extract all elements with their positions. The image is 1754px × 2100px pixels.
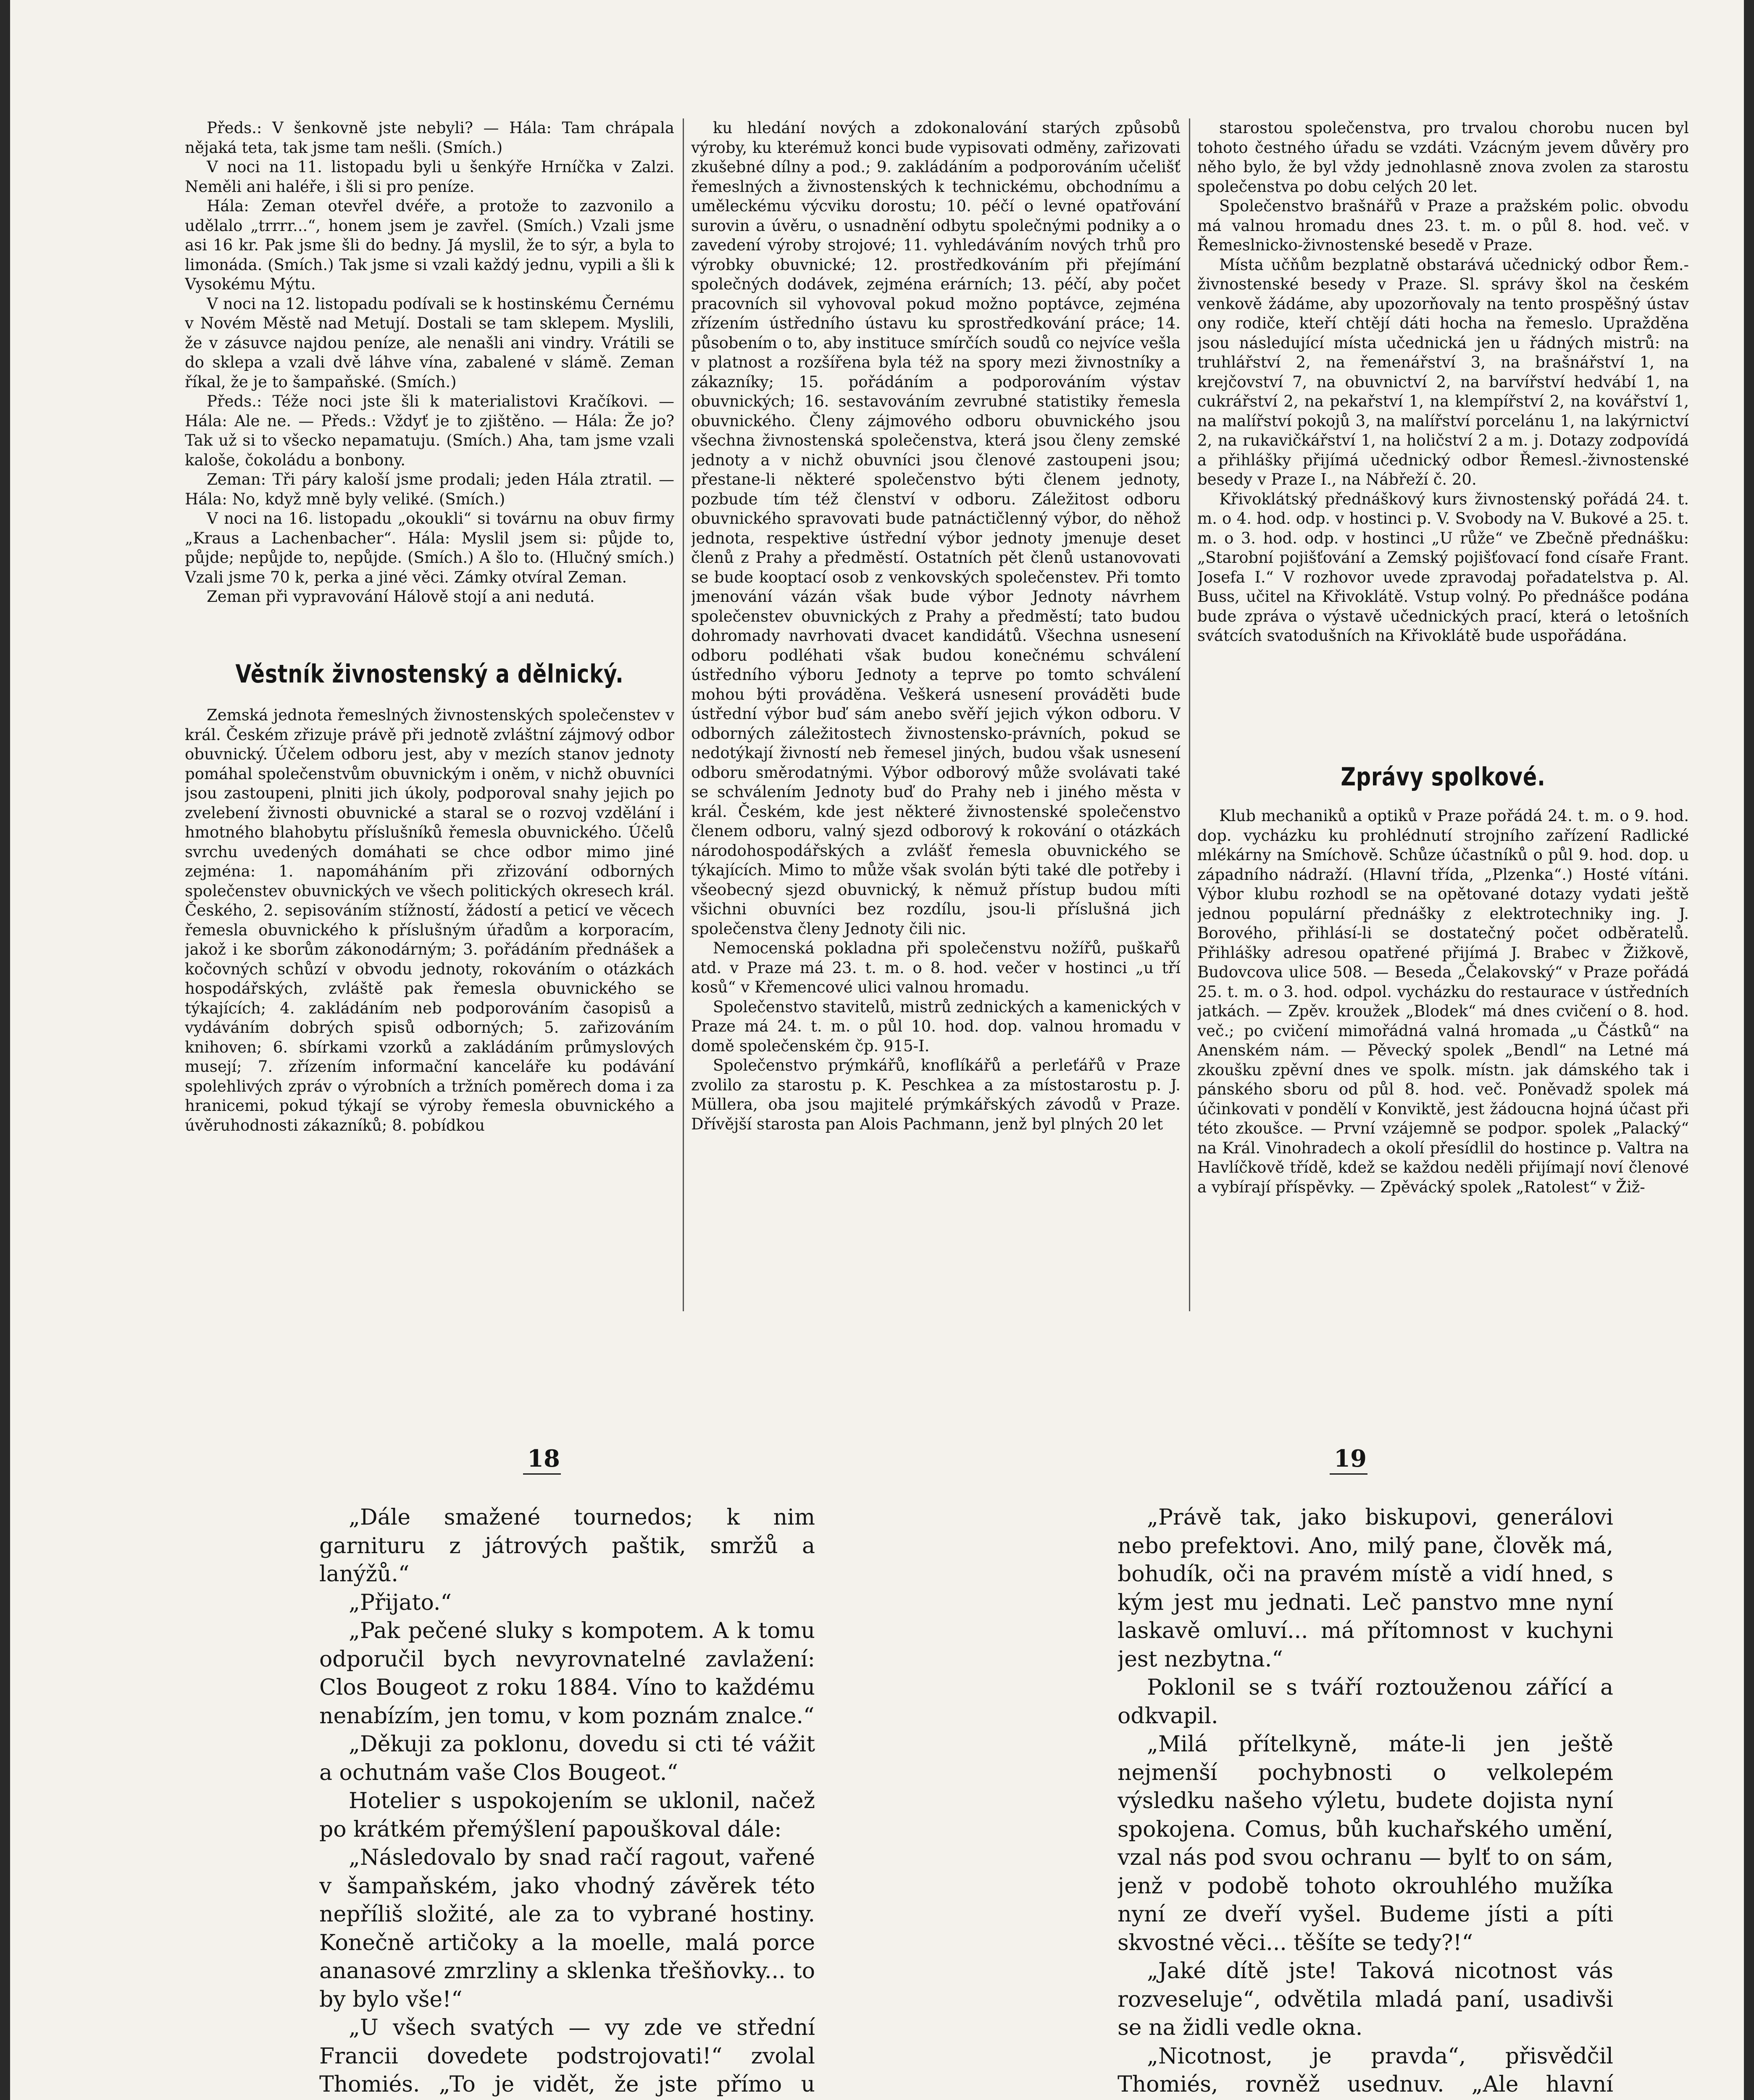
paragraph: Křivoklátský přednáškový kurs živnostenský pořádá 24. t. m. o 4. hod. odp. v hostinci p. V. Svobody na V. Bukové a 25. t. m. o 3. hod. odp. v hostinci „U růže“ ve Zbečně přednášku: „Starobní pojišťování a Zemský pojišťovací fond císaře Frant. Josefa I.“ V rozhovor uvede zpravodaj pořadatelstva p. Al. Buss, učitel na Křivoklátě. Vstup volný. Po přednášce podána bude zpráva o výstavě učednických prací, která o letošních svátcích svatodušních na Křivoklátě bude uspořádána. — [1197, 490, 1689, 645]
book-page-right — [1118, 1504, 1613, 2100]
paragraph: „Nicotnost, je pravda“, přisvědčil Thomiés, rovněž usednuv. „Ale hlavní — [1118, 2043, 1613, 2097]
paragraph: Společenstvo stavitelů, mistrů zednických a kamenických v Praze má 24. t. m. o půl 10. hod. dop. valnou hromadu v domě společenském čp. 915-I. — [691, 998, 1181, 1055]
paragraph: „Děkuji za poklonu, dovedu si cti té vážit a ochutnám vaše Clos Bougeot.“ — [319, 1732, 815, 1785]
paragraph: ku hledání nových a zdokonalování starých způsobů výroby, ku kterémuž konci bude vypisovati odměny, zařizovati zkušebné dílny a pod.; 9. zakládáním a podporováním učelišť řemeslných a živnostenských k technickému, obchodnímu a uměleckému výcviku dorostu; 10. péčí o levné opatřování surovin a úvěru, o usnadnění odbytu společnými podniky a o zavedení výroby strojové; 11. vyhledáváním nových trhů pro výrobky obuvnické; 12. prostředkováním při přejímání společných dodávek, zejména erárních; 13. péčí, aby počet pracovních sil vyhovoval pokud možno poptávce, zejména zřízením ústředního ústavu ku sprostředkování práce; 14. působením o to, aby instituce smírčích soudů co nejvíce vešla v platnost a rozšířena byla též na spory mezi živnostníky a zákazníky; 15. pořádáním a podporováním výstav obuvnických; 16. sestavováním zevrubné statistiky řemesla obuvnického. Členy zájmového odboru obuvnického jsou všechna živnostenská společenstva, která jsou členy zemské jednoty a v nichž obuvníci jsou členové zastoupeni jsou; přestane-li některé společenstvo býti členem jednoty, pozbude tím též členství v odboru. Záležitost odboru obuvnického spravovati bude patnáctičlenný výbor, do něhož jednota, respektive ústřední výbor jednoty jmenuje deset členů z Prahy a předměstí. Ostatních pět členů ustanovovati se bude kooptací osob z venkovských společenstev. Při tomto jmenování vázán však bude výbor Jednoty návrhem společenstev obuvnických z Prahy a předměstí; tato budou dohromady navrhovati dvacet kandidátů. Všechna usnesení odboru podléhati však budou konečnému schválení ústředního výboru Jednoty a teprve po tomto schválení mohou býti prováděna. Veškerá usnesení prováděti bude ústřední výbor buď sám anebo svěří jejich výkon odboru. V odborných záležitostech živnostensko-právních, pokud se nedotýkají živností neb řemesel jiných, budou však usnesení odboru směrodatnými. Výbor odborový může svolávati také se schválením Jednoty buď do Prahy neb i jiného města v král. Českém, kde jest některé živnostenské společenstvo členem odboru, valný sjezd odborový k rokování o otázkách národohospodářských a zvlášť řemesla obuvnického se týkajících. Mimo to může však svolán býti také dle potřeby i všeobecný sjezd obuvnický, k němuž přístup budou míti všichni obuvníci bez rozdílu, jsou-li příslušná jich společenstva členy Jednoty čili nic. — [691, 119, 1181, 938]
paragraph: Hála: Zeman otevřel dvéře, a protože to zazvonilo a udělalo „trrrr...“, honem jsem je zavřel. (Smích.) Vzali jsme asi 16 kr. Pak jsme šli do bedny. Já myslil, že to sýr, a byla to limonáda. (Smích.) Tak jsme si vzali každý jednu, vypili a šli k Vysokému Mýtu. — [185, 197, 674, 293]
paragraph: Zeman: Tři páry kaloší jsme prodali; jeden Hála ztratil. — Hála: No, když mně byly veliké. (Smích.) — [185, 470, 674, 508]
upper-column-1 — [185, 118, 674, 652]
paragraph: Předs.: V šenkovně jste nebyli? — Hála: Tam chrápala nějaká teta, tak jsme tam nešli. (Smích.) — [185, 119, 674, 157]
paragraph: „Právě tak, jako biskupovi, generálovi nebo prefektovi. Ano, milý pane, člověk má, bohudík, oči na pravém místě a vidí hned, s kým jest mu jednati. Leč panstvo mne nyní laskavě omluví... má přítomnost v kuchyni jest nezbytna.“ — [1118, 1505, 1613, 1672]
page-number-left: 18 — [527, 1445, 560, 1473]
paragraph: Společenstvo prýmkářů, knoflíkářů a perleťářů v Praze zvolilo za starostu p. K. Peschkea a za místostarostu p. J. Müllera, oba jsou majitelé prýmkářských závodů v Praze. Dřívější starosta pan Alois Pachmann, jenž byl plných 20 let — [691, 1056, 1181, 1133]
paragraph: „Jaké dítě jste! Taková nicotnost vás rozveseluje“, odvětila mladá paní, usadivši se na židli vedle okna. — [1118, 1958, 1613, 2040]
paragraph: Místa učňům bezplatně obstarává učednický odbor Řem.-živnostenské besedy v Praze. Sl. správy škol na českém venkově žádáme, aby upozorňovaly na tento prospěšný ústav ony rodiče, kteří chtějí dáti hocha na řemeslo. Upražděna jsou následující místa učednická jen u řádných mistrů: na truhlářství 2, na řemenářství 3, na brašnářství 1, na krejčovství 7, na obuvnictví 2, na barvířství hedvábí 1, na cukrářství 2, na pekařství 1, na klempířství 2, na kovářství 1, na malířství pokojů 3, na malířství porcelánu 1, na lakýrnictví 2, na rukavičkářství 1, na holičství 2 a m. j. Dotazy zodpovídá a přihlášky přijímá učednický odbor Řemesl.-živnostenské besedy v Praze I., na Nábřeží č. 20. — [1197, 255, 1689, 488]
paragraph: Zeman při vypravování Hálově stojí a ani nedutá. — [207, 588, 595, 606]
paragraph: Poklonil se s tváří roztouženou zářící a odkvapil. — [1118, 1675, 1613, 1729]
upper-column-3b — [1197, 806, 1689, 1310]
upper-column-2 — [691, 118, 1181, 1311]
paragraph: Společenstvo brašnářů v Praze a pražském polic. obvodu má valnou hromadu dnes 23. t. m. o půl 8. hod. več. v Řemeslnicko-živnostenské besedě v Praze. — [1197, 197, 1689, 254]
paragraph: Klub mechaniků a optiků v Praze pořádá 24. t. m. o 9. hod. dop. vycházku ku prohlédnutí strojního zařízení Radlické mlékárny na Smíchově. Schůze účastníků o půl 9. hod. dop. u západního nádraží. (Hlavní třída, „Plzenka“.) Hosté vítáni. Výbor klubu rozhodl se na opětované dotazy vydati ještě jednou populární přednášky z elektrotechniky ing. J. Borového, přihlásí-li se dostatečný počet odběratelů. Přihlášky adresou opatřené přijímá J. Brabec v Žižkově, Budovcova ulice 508. — Beseda „Čelakovský“ v Praze pořádá 25. t. m. o 3. hod. odpol. vycházku do restaurace v ústředních jatkách. — Zpěv. kroužek „Blodek“ má dnes cvičení o 8. hod. več.; po cvičení mimořádná valná hromada „u Částků“ na Anenském nám. — Pěvecký spolek „Bendl“ na Letné má zkoušku zpěvní dnes ve spolk. místn. jak dámského tak i pánského sboru od půl 8. hod. več. Poněvadž spolek má účinkovati v pondělí v Konviktě, jest žádoucna hojná účast při této zkoušce. — První vzájemně se podpor. spolek „Palacký“ na Král. Vinohradech a okolí přesídlil do hostince p. Valtra na Havlíčkově třídě, kdež se každou neděli přijímají noví členové a vybírají příspěvky. — Zpěvácký spolek „Ratolest“ v Žiž- — [1197, 807, 1689, 1196]
paragraph: V noci na 16. listopadu „okoukli“ si továrnu na obuv firmy „Kraus a Lachenbacher“. Hála: Myslil jsem si: půjde to, půjde; nepůjde to, nepůjde. (Smích.) A šlo to. (Hlučný smích.) Vzali jsme 70 k, perka a jiné věci. Zámky otvíral Zeman. — [185, 509, 674, 586]
paragraph: V noci na 11. listopadu byli u šenkýře Hrníčka v Zalzi. Neměli ani haléře, i šli si pro peníze. — [185, 158, 674, 196]
scan-edge-right — [1744, 0, 1754, 2100]
column-divider — [1189, 118, 1190, 1311]
paragraph: „Následovalo by snad račí ragout, vařené v šampaňském, jako vhodný závěrek této nepříliš složité, ale za to vybrané hostiny. Konečně artičoky a la moelle, malá porce ananasové zmrzliny a sklenka třešňovky... to by bylo vše!“ — [319, 1845, 815, 2012]
page-number-right: 19 — [1334, 1445, 1367, 1473]
paragraph: Hotelier s uspokojením se uklonil, načež po krátkém přemýšlení papouškoval dále: — [319, 1788, 815, 1842]
paragraph: Nemocenská pokladna při společenstvu nožířů, puškařů atd. v Praze má 23. t. m. o 8. hod. večer v hostinci „u tří kosů“ v Křemencové ulici valnou hromadu. — [691, 939, 1181, 996]
book-page-left — [319, 1504, 815, 2100]
paragraph: „Milá přítelkyně, máte-li jen ještě nejmenší pochybnosti o velkolepém výsledku našeho výletu, budete dojista nyní spokojena. Comus, bůh kuchařského umění, vzal nás pod svou ochranu — bylť to on sám, jenž v podobě tohoto okrouhlého mužíka nyní ze dveří vyšel. Budeme jísti a píti skvostné věci... těšíte se tedy?!“ — [1118, 1732, 1613, 1956]
page-number-underline — [1330, 1473, 1367, 1475]
upper-column-1b — [185, 706, 674, 1310]
paragraph: „Přijato.“ — [349, 1590, 452, 1615]
page-number-underline — [523, 1473, 561, 1475]
paragraph: V noci na 12. listopadu podívali se k hostinskému Černému v Novém Městě nad Metují. Dostali se tam sklepem. Myslili, že v zásuvce najdou peníze, ale nenašli ani vindry. Vrátili se do sklepa a vzali dvě láhve vína, zabalené v slámě. Zeman říkal, že je to šampaňské. (Smích.) — [185, 294, 674, 391]
paragraph: „Pak pečené sluky s kompotem. A k tomu odporučil bych nevyrovnatelné zavlažení: Clos Bougeot z roku 1884. Víno to každému nenabízím, jen tomu, v kom poznám znalce.“ — [319, 1618, 815, 1729]
section-title-zpravy: Zprávy spolkové. — [1341, 762, 1546, 792]
upper-column-3 — [1197, 118, 1689, 761]
section-title-vestnik: Věstník živnostenský a dělnický. — [235, 659, 624, 689]
paragraph: Předs.: Téže noci jste šli k materialistovi Kračíkovi. — Hála: Ale ne. — Předs.: Vždyť je to zjištěno. — Hála: Že jo? Tak už si to všecko nepamatuju. (Smích.) Aha, tam jsme vzali kaloše, čokoládu a bonbony. — [185, 392, 674, 469]
paragraph: „Dále smažené tournedos; k nim garnituru z játrových paštik, smržů a lanýžů.“ — [319, 1505, 815, 1587]
scan-edge-left — [0, 0, 10, 2100]
paragraph: starostou společenstva, pro trvalou chorobu nucen byl tohoto čestného úřadu se vzdáti. Vzácným jevem důvěry pro něho bylo, že byl vždy jednohlasně znova zvolen za starostu společenstva po dobu celých 20 let. — [1197, 119, 1689, 196]
paragraph: „U všech svatých — vy zde ve střední Francii dovedete podstrojovati!“ zvolal Thomiés. „To je vidět, že jste přímo u — [319, 2015, 815, 2097]
paragraph: Zemská jednota řemeslných živnostenských společenstev v král. Českém zřizuje právě při jednotě zvláštní zájmový odbor obuvnický. Účelem odboru jest, aby v mezích stanov jednoty pomáhal společenstvům obuvnickým i oněm, v nichž obuvníci jsou zastoupeni, plniti jich úkoly, podporoval snahy jejich po zvelebení živnosti obuvnické a staral se o rozvoj vzdělání i hmotného blahobytu příslušníků řemesla obuvnického. Účelů svrchu uvedených domáhati se chce odbor mimo jiné zejména: 1. napomáháním při zřizování odborných společenstev obuvnických ve všech politických okresech král. Českého, 2. sepisováním stížností, žádostí a peticí ve věcech řemesla obuvnického k příslušným úřadům a korporacím, jakož i ke sborům zákonodárným; 3. pořádáním přednášek a kočovných schůzí v obvodu jednoty, rokováním o otázkách hospodářských, zvláště pak řemesla obuvnického se týkajících; 4. zakládáním neb podporováním časopisů a vydáváním dobrých spisů odborných; 5. zařizováním knihoven; 6. sbírkami vzorků a zakládáním průmyslových musejí; 7. zřízením informační kanceláře ku podávání spolehlivých zpráv o výrobních a tržních poměrech doma i za hranicemi, pokud týkají se výroby řemesla obuvnického a úvěruhodnosti zákazníků; 8. pobídkou — [185, 706, 674, 1134]
column-divider — [683, 118, 684, 1311]
